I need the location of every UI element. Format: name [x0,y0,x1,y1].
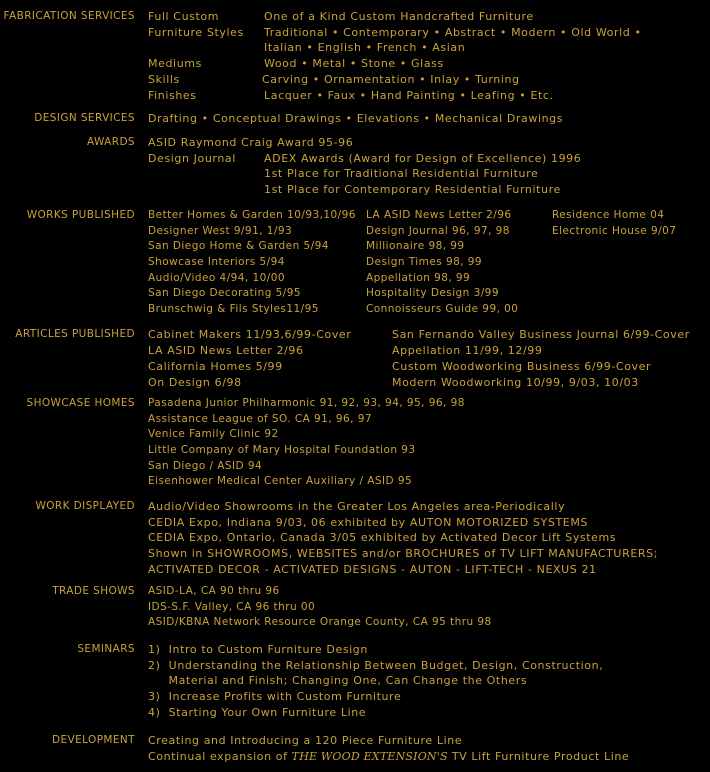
works-item: Electronic House 9/07 [552,225,677,237]
trade-heading: TRADE SHOWS [52,585,135,597]
works-item: Showcase Interiors 5/94 [148,256,285,268]
displayed-item: Audio/Video Showrooms in the Greater Los Angeles area-Periodically [148,500,566,513]
fabrication-term-mediums: Mediums [148,57,202,70]
works-item: Brunschwig & Fils Styles11/95 [148,303,319,315]
award-design-journal-term: Design Journal [148,152,236,165]
seminar-item: 2) Understanding the Relationship Between Budget, Design, Construction, [148,659,604,672]
development-expansion-suffix: TV Lift Furniture Product Line [447,750,630,763]
displayed-item: Shown in SHOWROOMS, WEBSITES and/or BROCHURES of TV LIFT MANUFACTURERS; [148,547,658,560]
displayed-heading: WORK DISPLAYED [35,500,135,512]
showcase-item: Assistance League of SO. CA 91, 96, 97 [148,413,372,425]
works-item: Better Homes & Garden 10/93,10/96 [148,209,356,221]
fabrication-value-mediums: Wood • Metal • Stone • Glass [264,57,444,70]
articles-item: Cabinet Makers 11/93,6/99-Cover [148,328,352,341]
fabrication-value-full-custom: One of a Kind Custom Handcrafted Furniture [264,10,534,23]
showcase-heading: SHOWCASE HOMES [26,397,135,409]
fabrication-value-styles-cont: Italian • English • French • Asian [264,41,466,54]
displayed-item: CEDIA Expo, Ontario, Canada 3/05 exhibited by Activated Decor Lift Systems [148,531,617,544]
works-item: Designer West 9/91, 1/93 [148,225,293,237]
showcase-item: San Diego / ASID 94 [148,460,263,472]
works-item: San Diego Home & Garden 5/94 [148,240,329,252]
fabrication-heading: FABRICATION SERVICES [3,10,135,22]
works-item: Millionaire 98, 99 [366,240,465,252]
works-item: Residence Home 04 [552,209,665,221]
award-asid: ASID Raymond Craig Award 95-96 [148,136,354,149]
design-heading: DESIGN SERVICES [34,112,135,124]
articles-item: LA ASID News Letter 2/96 [148,344,304,357]
articles-item: On Design 6/98 [148,376,242,389]
design-value: Drafting • Conceptual Drawings • Elevations • Mechanical Drawings [148,112,564,125]
works-item: Design Journal 96, 97, 98 [366,225,510,237]
fabrication-term-skills: Skills [148,73,180,86]
fabrication-term-full-custom: Full Custom [148,10,220,23]
seminar-item: 4) Starting Your Own Furniture Line [148,706,367,719]
showcase-item: Eisenhower Medical Center Auxiliary / ASID 95 [148,475,413,487]
seminars-heading: SEMINARS [77,643,135,655]
fabrication-value-finishes: Lacquer • Faux • Hand Painting • Leafing • Etc. [264,89,554,102]
seminar-item: 3) Increase Profits with Custom Furniture [148,690,402,703]
showcase-item: Little Company of Mary Hospital Foundation 93 [148,444,416,456]
articles-heading: ARTICLES PUBLISHED [15,328,135,340]
showcase-item: Pasadena Junior Philharmonic 91, 92, 93, 94, 95, 96, 98 [148,397,465,409]
fabrication-value-skills: Carving • Ornamentation • Inlay • Turning [262,73,520,86]
works-item: Audio/Video 4/94, 10/00 [148,272,286,284]
displayed-item: ACTIVATED DECOR - ACTIVATED DESIGNS - AUTON - LIFT-TECH - NEXUS 21 [148,563,597,576]
fabrication-term-styles: Furniture Styles [148,26,244,39]
displayed-item: CEDIA Expo, Indiana 9/03, 06 exhibited by AUTON MOTORIZED SYSTEMS [148,516,588,529]
award-adex: ADEX Awards (Award for Design of Excellence) 1996 [264,152,582,165]
seminar-item: 1) Intro to Custom Furniture Design [148,643,368,656]
seminar-item: Material and Finish; Changing One, Can Change the Others [148,674,528,687]
works-item: Appellation 98, 99 [366,272,471,284]
articles-item: San Fernando Valley Business Journal 6/99-Cover [392,328,690,341]
works-item: Design Times 98, 99 [366,256,483,268]
trade-item: ASID/KBNA Network Resource Orange County, CA 95 thru 98 [148,616,492,628]
works-item: LA ASID News Letter 2/96 [366,209,512,221]
trade-item: ASID-LA, CA 90 thru 96 [148,585,280,597]
fabrication-value-styles: Traditional • Contemporary • Abstract • Modern • Old World • [264,26,642,39]
articles-item: Appellation 11/99, 12/99 [392,344,543,357]
award-contemporary: 1st Place for Contemporary Residential Furniture [264,183,561,196]
articles-item: Custom Woodworking Business 6/99-Cover [392,360,652,373]
award-traditional: 1st Place for Traditional Residential Furniture [264,167,539,180]
development-heading: DEVELOPMENT [52,734,135,746]
trade-item: IDS-S.F. Valley, CA 96 thru 00 [148,601,316,613]
articles-item: Modern Woodworking 10/99, 9/03, 10/03 [392,376,639,389]
fabrication-term-finishes: Finishes [148,89,197,102]
awards-heading: AWARDS [86,136,135,148]
works-item: San Diego Decorating 5/95 [148,287,301,299]
development-item: Creating and Introducing a 120 Piece Furniture Line [148,734,463,747]
works-item: Hospitality Design 3/99 [366,287,499,299]
showcase-item: Venice Family Clinic 92 [148,428,279,440]
articles-item: California Homes 5/99 [148,360,283,373]
product-name: THE WOOD EXTENSION'S [291,750,448,763]
works-heading: WORKS PUBLISHED [26,209,135,221]
works-item: Connoisseurs Guide 99, 00 [366,303,519,315]
development-item-expansion [148,749,629,765]
development-expansion-prefix: Continual expansion of [148,750,292,763]
